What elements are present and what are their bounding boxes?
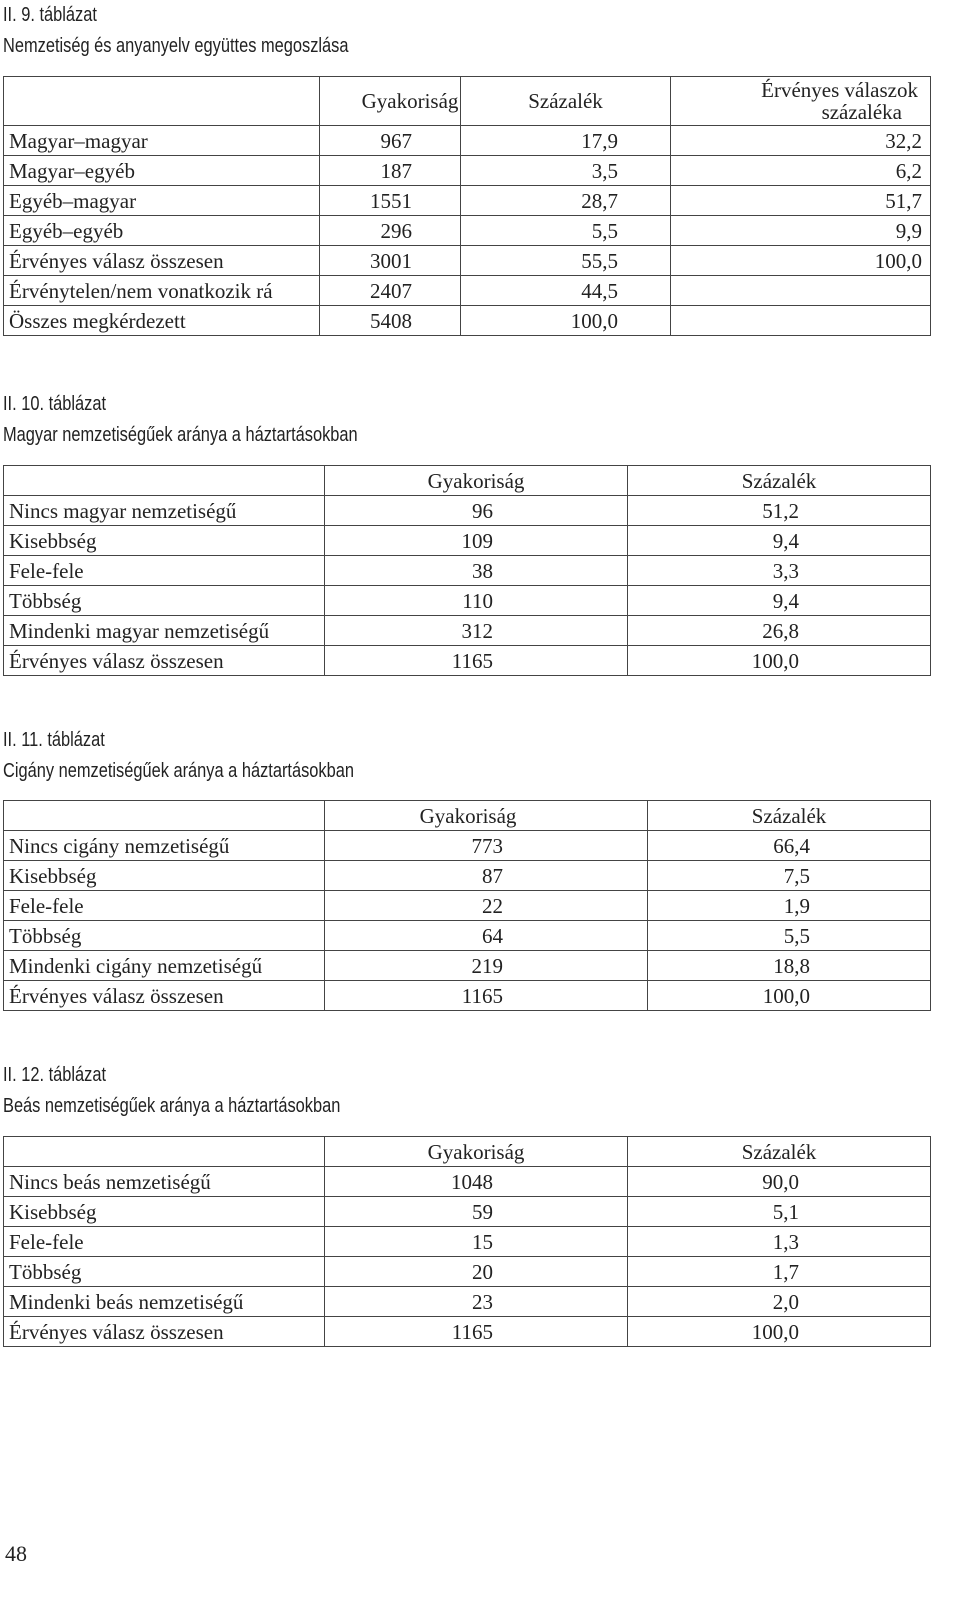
cell-percent: 1,7 (628, 1257, 931, 1287)
cell-frequency: 296 (320, 216, 461, 246)
cell-frequency: 96 (325, 496, 628, 526)
column-header: Százalék (628, 1137, 931, 1167)
cell-valid-percent: 9,9 (671, 216, 931, 246)
table-section-11 (3, 725, 930, 1008)
table-section-9 (3, 0, 930, 333)
table-row (4, 981, 931, 1011)
table-row (4, 891, 931, 921)
cell-percent: 100,0 (461, 306, 671, 336)
table-row (4, 156, 931, 186)
cell-percent: 3,5 (461, 156, 671, 186)
row-label: Kisebbség (4, 526, 325, 556)
page-number: 48 (5, 1541, 27, 1566)
cell-frequency: 967 (320, 126, 461, 156)
cell-frequency: 110 (325, 586, 628, 616)
cell-percent: 5,5 (461, 216, 671, 246)
cell-frequency: 219 (325, 951, 648, 981)
cell-frequency: 1551 (320, 186, 461, 216)
cell-percent: 5,5 (648, 921, 931, 951)
table-header-row (4, 1137, 931, 1167)
table-title: Nemzetiség és anyanyelv együttes megoszlása (3, 35, 349, 57)
table-title: Magyar nemzetiségűek aránya a háztartásokban (3, 424, 358, 446)
cell-percent: 7,5 (648, 861, 931, 891)
cell-frequency: 109 (325, 526, 628, 556)
cell-percent: 5,1 (628, 1197, 931, 1227)
row-label: Érvényes válasz összesen (4, 981, 325, 1011)
cell-frequency: 1165 (325, 981, 648, 1011)
column-header: Gyakoriság (320, 77, 461, 126)
header-empty (4, 77, 320, 126)
table-row (4, 246, 931, 276)
cell-frequency: 187 (320, 156, 461, 186)
table-row (4, 586, 931, 616)
row-label: Érvénytelen/nem vonatkozik rá (4, 276, 320, 306)
cell-percent: 17,9 (461, 126, 671, 156)
table-row (4, 126, 931, 156)
table-section-10 (3, 389, 930, 673)
cell-percent: 18,8 (648, 951, 931, 981)
row-label: Mindenki magyar nemzetiségű (4, 616, 325, 646)
table-row (4, 1227, 931, 1257)
cell-percent: 2,0 (628, 1287, 931, 1317)
row-label: Kisebbség (4, 861, 325, 891)
table-row (4, 306, 931, 336)
cell-percent: 44,5 (461, 276, 671, 306)
column-header-valid (671, 77, 931, 126)
row-label: Nincs beás nemzetiségű (4, 1167, 325, 1197)
cell-frequency: 87 (325, 861, 648, 891)
cell-frequency: 1165 (325, 646, 628, 676)
table-row (4, 1317, 931, 1347)
cell-frequency: 1165 (325, 1317, 628, 1347)
cell-frequency: 15 (325, 1227, 628, 1257)
row-label: Érvényes válasz összesen (4, 246, 320, 276)
table-row (4, 496, 931, 526)
table-row (4, 646, 931, 676)
cell-percent: 26,8 (628, 616, 931, 646)
cell-frequency: 20 (325, 1257, 628, 1287)
cell-percent: 9,4 (628, 526, 931, 556)
table-header-row (4, 77, 931, 126)
table-row (4, 1257, 931, 1287)
cell-valid-percent (671, 306, 931, 336)
cell-percent: 3,3 (628, 556, 931, 586)
cell-valid-percent: 100,0 (671, 246, 931, 276)
row-label: Érvényes válasz összesen (4, 646, 325, 676)
table-row (4, 276, 931, 306)
row-label: Nincs cigány nemzetiségű (4, 831, 325, 861)
header-empty (4, 1137, 325, 1167)
table-header-row (4, 466, 931, 496)
table-row (4, 921, 931, 951)
table-header-row (4, 801, 931, 831)
column-header: Százalék (628, 466, 931, 496)
table-number: II. 9. táblázat (3, 4, 97, 26)
row-label: Egyéb–egyéb (4, 216, 320, 246)
header-empty (4, 801, 325, 831)
cell-percent: 100,0 (648, 981, 931, 1011)
row-label: Egyéb–magyar (4, 186, 320, 216)
table-row (4, 861, 931, 891)
cell-percent: 9,4 (628, 586, 931, 616)
cell-percent: 66,4 (648, 831, 931, 861)
table-row (4, 1287, 931, 1317)
cell-valid-percent: 6,2 (671, 156, 931, 186)
cell-frequency: 23 (325, 1287, 628, 1317)
table-row (4, 186, 931, 216)
column-header: Gyakoriság (325, 1137, 628, 1167)
header-line: százaléka (821, 100, 902, 124)
row-label: Magyar–egyéb (4, 156, 320, 186)
row-label: Fele-fele (4, 891, 325, 921)
cell-frequency: 2407 (320, 276, 461, 306)
cell-percent: 90,0 (628, 1167, 931, 1197)
column-header: Százalék (461, 77, 671, 126)
row-label: Többség (4, 921, 325, 951)
column-header: Százalék (648, 801, 931, 831)
column-header: Gyakoriság (325, 466, 628, 496)
cell-percent: 100,0 (628, 1317, 931, 1347)
data-table (3, 800, 931, 1011)
cell-frequency: 312 (325, 616, 628, 646)
cell-frequency: 773 (325, 831, 648, 861)
table-row (4, 216, 931, 246)
row-label: Magyar–magyar (4, 126, 320, 156)
cell-percent: 1,3 (628, 1227, 931, 1257)
cell-frequency: 64 (325, 921, 648, 951)
cell-frequency: 22 (325, 891, 648, 921)
row-label: Mindenki cigány nemzetiségű (4, 951, 325, 981)
cell-percent: 51,2 (628, 496, 931, 526)
cell-valid-percent: 32,2 (671, 126, 931, 156)
table-title: Cigány nemzetiségűek aránya a háztartásokban (3, 760, 354, 782)
cell-frequency: 5408 (320, 306, 461, 336)
row-label: Mindenki beás nemzetiségű (4, 1287, 325, 1317)
cell-valid-percent: 51,7 (671, 186, 931, 216)
row-label: Többség (4, 586, 325, 616)
table-row (4, 1167, 931, 1197)
row-label: Érvényes válasz összesen (4, 1317, 325, 1347)
cell-frequency: 1048 (325, 1167, 628, 1197)
header-line: Érvényes válaszok (761, 78, 918, 102)
data-table (3, 76, 931, 336)
row-label: Fele-fele (4, 1227, 325, 1257)
row-label: Nincs magyar nemzetiségű (4, 496, 325, 526)
column-header: Gyakoriság (325, 801, 648, 831)
row-label: Összes megkérdezett (4, 306, 320, 336)
row-label: Kisebbség (4, 1197, 325, 1227)
cell-percent: 28,7 (461, 186, 671, 216)
cell-frequency: 59 (325, 1197, 628, 1227)
header-empty (4, 466, 325, 496)
table-number: II. 10. táblázat (3, 393, 107, 415)
table-section-12 (3, 1060, 930, 1344)
data-table (3, 465, 931, 676)
table-row (4, 526, 931, 556)
table-row (4, 616, 931, 646)
cell-percent: 55,5 (461, 246, 671, 276)
cell-frequency: 3001 (320, 246, 461, 276)
cell-percent: 1,9 (648, 891, 931, 921)
row-label: Többség (4, 1257, 325, 1287)
data-table (3, 1136, 931, 1347)
table-row (4, 831, 931, 861)
cell-frequency: 38 (325, 556, 628, 586)
table-number: II. 11. táblázat (3, 729, 105, 751)
cell-valid-percent (671, 276, 931, 306)
table-row (4, 951, 931, 981)
cell-percent: 100,0 (628, 646, 931, 676)
table-row (4, 556, 931, 586)
table-number: II. 12. táblázat (3, 1064, 107, 1086)
row-label: Fele-fele (4, 556, 325, 586)
table-row (4, 1197, 931, 1227)
table-title: Beás nemzetiségűek aránya a háztartásokban (3, 1095, 341, 1117)
